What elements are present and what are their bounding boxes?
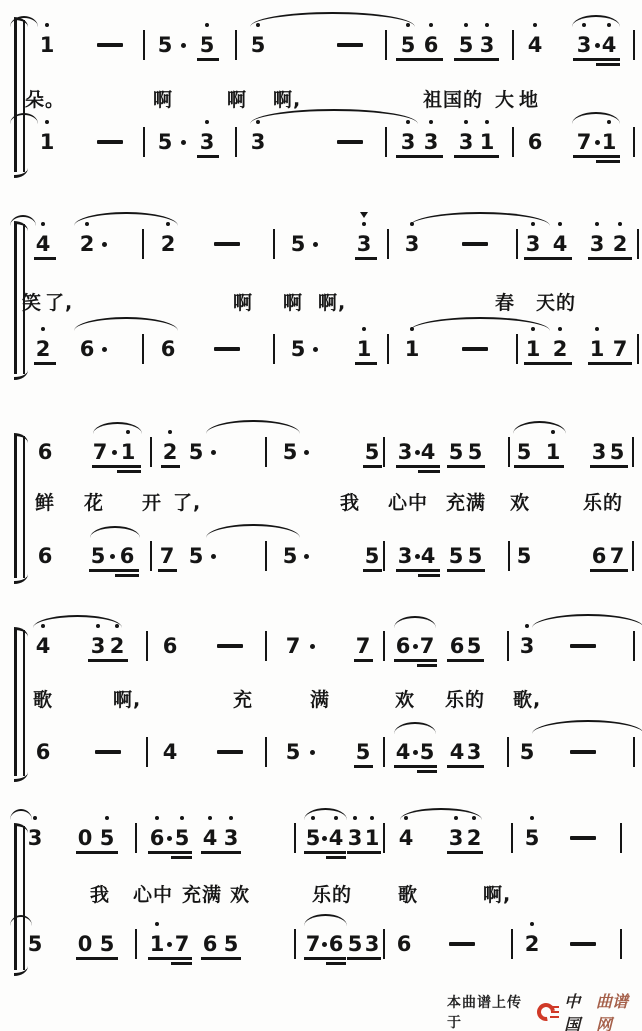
note: 6	[423, 33, 439, 57]
brand-logo-line	[550, 1006, 559, 1008]
note: 3	[364, 932, 380, 956]
note: 6	[35, 740, 51, 764]
lyric-syllable: 啊,	[318, 292, 347, 314]
lyric-syllable: 乐的	[312, 884, 353, 906]
note: 3	[27, 826, 43, 850]
note: 3	[466, 740, 482, 764]
slur-tie-arc	[10, 915, 32, 926]
note: 5	[290, 232, 306, 256]
lyric-syllable: 我	[340, 492, 361, 514]
note: 5	[419, 740, 435, 764]
lyric-syllable: 啊	[153, 89, 174, 111]
lyric-syllable: 乐的	[445, 689, 486, 711]
note: 2	[466, 826, 482, 850]
duration-dash	[449, 942, 475, 946]
barline	[383, 929, 385, 959]
octave-dot	[105, 816, 109, 820]
note: 5	[99, 932, 115, 956]
lyric-syllable: 欢	[510, 492, 531, 514]
slur-tie-arc	[304, 914, 347, 926]
lyric-syllable: 啊,	[273, 89, 302, 111]
note: 7	[355, 634, 371, 658]
note: 3	[589, 232, 605, 256]
note: 4	[398, 826, 414, 850]
note: 4	[449, 740, 465, 764]
note: 5	[90, 544, 106, 568]
note: 1	[39, 33, 55, 57]
note: 4	[328, 826, 344, 850]
lyric-syllable: 花	[84, 492, 105, 514]
lyric-syllable: 满	[310, 689, 331, 711]
octave-dot	[208, 816, 212, 820]
beam-underline	[326, 962, 346, 965]
note: 3	[223, 826, 239, 850]
lyric-syllable: 开	[142, 492, 163, 514]
duration-dash	[570, 836, 596, 840]
beam-underline	[201, 957, 241, 960]
beam-underline	[447, 851, 483, 854]
brand-logo-line	[551, 1011, 559, 1013]
lyric-syllable: 祖	[423, 89, 444, 111]
note: 5	[609, 440, 625, 464]
octave-dot	[180, 816, 184, 820]
beam-underline	[76, 957, 118, 960]
note: 6	[160, 337, 176, 361]
lyric-syllable: 天的	[536, 292, 577, 314]
note: 3	[458, 130, 474, 154]
augmentation-dot	[167, 836, 172, 841]
lyric-syllable: 啊,	[113, 689, 142, 711]
beam-underline	[304, 851, 346, 854]
note: 2	[109, 634, 125, 658]
slur-tie-arc	[304, 808, 347, 820]
note: 5	[524, 826, 540, 850]
barline	[294, 823, 296, 853]
brand-name-black: 中国	[564, 992, 581, 1031]
note: 2	[612, 232, 628, 256]
note: 4	[395, 740, 411, 764]
octave-dot	[155, 922, 159, 926]
beam-underline	[326, 856, 346, 859]
note: 5	[290, 337, 306, 361]
note: 2	[162, 440, 178, 464]
note: 3	[199, 130, 215, 154]
lyric-syllable: 充	[233, 689, 254, 711]
note: 3	[479, 33, 495, 57]
lyric-syllable: 笑	[22, 292, 43, 314]
note: 5	[516, 544, 532, 568]
lyric-syllable: 歌	[33, 689, 54, 711]
lyric-syllable: 鲜	[35, 492, 56, 514]
note: 5	[448, 440, 464, 464]
note: 5	[364, 544, 380, 568]
beam-underline	[148, 957, 192, 960]
note: 5	[458, 33, 474, 57]
note: 7	[609, 544, 625, 568]
beam-underline	[347, 957, 381, 960]
rest-note: 0	[77, 932, 93, 956]
note: 7	[305, 932, 321, 956]
note: 5	[99, 826, 115, 850]
note: 6	[149, 826, 165, 850]
beam-underline	[171, 962, 192, 965]
note: 5	[448, 544, 464, 568]
lyric-syllable: 大	[495, 89, 516, 111]
note: 7	[419, 634, 435, 658]
note: 5	[305, 826, 321, 850]
lyric-syllable: 欢	[230, 884, 251, 906]
note: 4	[202, 826, 218, 850]
lyric-syllable: 地	[519, 89, 540, 111]
note: 3	[397, 440, 413, 464]
note: 4	[420, 440, 436, 464]
note: 5	[400, 33, 416, 57]
note: 4	[162, 740, 178, 764]
system-bracket	[14, 826, 17, 970]
slur-tie-arc	[400, 808, 482, 820]
lyric-syllable: 乐的	[583, 492, 624, 514]
augmentation-dot	[322, 836, 327, 841]
brand-name-red: 曲谱网	[595, 992, 628, 1031]
beam-underline	[171, 856, 192, 859]
barline	[383, 823, 385, 853]
note: 1	[479, 130, 495, 154]
note: 1	[525, 337, 541, 361]
note: 6	[395, 634, 411, 658]
augmentation-dot	[322, 942, 327, 947]
note: 7	[159, 544, 175, 568]
lyric-syllable: 国的	[443, 89, 484, 111]
note: 5	[157, 33, 173, 57]
octave-dot	[530, 816, 534, 820]
note: 4	[552, 232, 568, 256]
note: 6	[37, 440, 53, 464]
note: 4	[601, 33, 617, 57]
note: 7	[92, 440, 108, 464]
note: 5	[188, 440, 204, 464]
note: 6	[37, 544, 53, 568]
barline	[135, 823, 137, 853]
brand-logo-icon	[537, 1002, 560, 1022]
note: 5	[466, 634, 482, 658]
note: 4	[420, 544, 436, 568]
note: 4	[35, 232, 51, 256]
beam-underline	[148, 851, 192, 854]
barline	[294, 929, 296, 959]
note: 7	[576, 130, 592, 154]
note: 5	[282, 440, 298, 464]
lyric-syllable: 欢	[395, 689, 416, 711]
barline	[135, 929, 137, 959]
note: 3	[576, 33, 592, 57]
lyric-syllable: 心中	[388, 492, 429, 514]
note: 2	[160, 232, 176, 256]
lyric-syllable: 啊	[227, 89, 248, 111]
octave-dot	[155, 816, 159, 820]
watermark-text: 本曲谱上传于	[447, 995, 522, 1031]
note: 2	[524, 932, 540, 956]
lyric-syllable: 啊	[233, 292, 254, 314]
note: 2	[79, 232, 95, 256]
octave-dot	[370, 816, 374, 820]
note: 3	[397, 544, 413, 568]
note: 3	[525, 232, 541, 256]
barline	[620, 823, 622, 853]
note: 1	[545, 440, 561, 464]
note: 5	[519, 740, 535, 764]
lyric-syllable: 充满	[446, 492, 487, 514]
lyric-syllable: 啊,	[483, 884, 512, 906]
beam-underline	[76, 851, 118, 854]
note: 5	[355, 740, 371, 764]
note: 1	[404, 337, 420, 361]
beam-underline	[304, 957, 346, 960]
note: 5	[467, 440, 483, 464]
bracket-curl-bottom	[14, 966, 28, 976]
note: 4	[527, 33, 543, 57]
note: 3	[404, 232, 420, 256]
note: 4	[35, 634, 51, 658]
note: 1	[149, 932, 165, 956]
note: 7	[174, 932, 190, 956]
note: 1	[39, 130, 55, 154]
note: 3	[448, 826, 464, 850]
note: 5	[199, 33, 215, 57]
octave-dot	[229, 816, 233, 820]
lyric-syllable: 啊	[283, 292, 304, 314]
note: 3	[519, 634, 535, 658]
note: 1	[601, 130, 617, 154]
note: 7	[285, 634, 301, 658]
note: 2	[35, 337, 51, 361]
note: 5	[250, 33, 266, 57]
note: 5	[516, 440, 532, 464]
duration-dash	[570, 942, 596, 946]
barline	[511, 929, 513, 959]
note: 6	[527, 130, 543, 154]
octave-dot	[353, 816, 357, 820]
barline	[511, 823, 513, 853]
note: 6	[591, 544, 607, 568]
beam-underline	[201, 851, 241, 854]
barline	[620, 929, 622, 959]
octave-dot	[33, 816, 37, 820]
beam-underline	[347, 851, 381, 854]
note: 5	[467, 544, 483, 568]
note: 3	[250, 130, 266, 154]
note: 2	[552, 337, 568, 361]
lyric-syllable: 春	[495, 292, 516, 314]
lyric-syllable: 了,	[45, 292, 74, 314]
lyric-syllable: 朵。	[25, 89, 66, 111]
note: 1	[364, 826, 380, 850]
note: 6	[79, 337, 95, 361]
lyric-syllable: 我	[90, 884, 111, 906]
note: 6	[449, 634, 465, 658]
watermark	[447, 992, 642, 1031]
note: 5	[223, 932, 239, 956]
note: 6	[396, 932, 412, 956]
note: 5	[282, 544, 298, 568]
note: 5	[347, 932, 363, 956]
note: 3	[400, 130, 416, 154]
note: 1	[120, 440, 136, 464]
note: 3	[423, 130, 439, 154]
note: 3	[90, 634, 106, 658]
lyric-syllable: 了,	[173, 492, 202, 514]
note: 7	[612, 337, 628, 361]
note: 6	[328, 932, 344, 956]
note: 3	[347, 826, 363, 850]
note: 5	[174, 826, 190, 850]
lyric-syllable: 歌	[398, 884, 419, 906]
note: 3	[356, 232, 372, 256]
octave-dot	[530, 922, 534, 926]
note: 5	[27, 932, 43, 956]
note: 3	[591, 440, 607, 464]
rest-note: 0	[77, 826, 93, 850]
slur-tie-arc	[10, 809, 32, 820]
note: 5	[285, 740, 301, 764]
lyric-syllable: 充满	[182, 884, 223, 906]
note: 5	[364, 440, 380, 464]
lyric-syllable: 心中	[133, 884, 174, 906]
note: 1	[589, 337, 605, 361]
note: 5	[157, 130, 173, 154]
lyric-syllable: 歌,	[513, 689, 542, 711]
note: 6	[162, 634, 178, 658]
brand-logo-line	[550, 1016, 559, 1018]
note: 5	[188, 544, 204, 568]
note: 6	[202, 932, 218, 956]
augmentation-dot	[167, 942, 172, 947]
note: 6	[119, 544, 135, 568]
note: 1	[356, 337, 372, 361]
